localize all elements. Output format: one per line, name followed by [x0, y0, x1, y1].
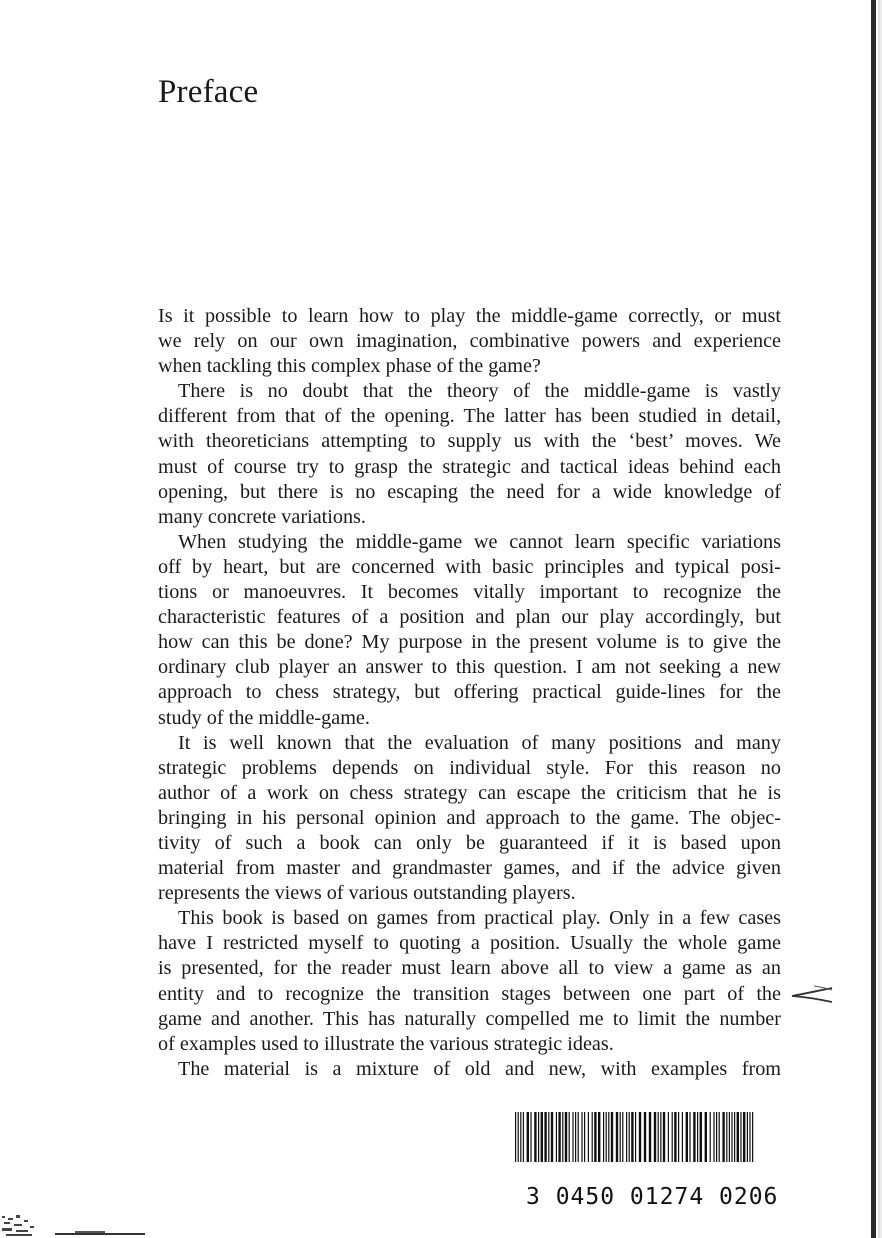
- barcode-bar: [575, 1112, 576, 1162]
- barcode-bar: [674, 1112, 676, 1162]
- preface-line: with theoreticians attempting to supply us with the ‘best’ moves. We: [158, 430, 781, 453]
- barcode-bar: [534, 1112, 536, 1162]
- barcode-bar: [713, 1112, 714, 1162]
- barcode-bar: [551, 1112, 553, 1162]
- barcode-bar: [697, 1112, 698, 1162]
- preface-line: author of a work on chess strategy can escape the criticism that he is: [158, 781, 781, 804]
- barcode-bar: [515, 1112, 516, 1162]
- preface-line: game and another. This has naturally compelled me to limit the number: [158, 1007, 781, 1030]
- barcode-bar: [678, 1112, 679, 1162]
- preface-line: opening, but there is no escaping the need for a wide knowledge of: [158, 480, 781, 503]
- barcode-bar: [523, 1112, 524, 1162]
- preface-line: ordinary club player an answer to this question. I am not seeking a new: [158, 656, 781, 679]
- barcode-bar: [686, 1112, 688, 1162]
- barcode-bar: [752, 1112, 753, 1162]
- barcode-bar: [572, 1112, 573, 1162]
- barcode-bar: [598, 1112, 600, 1162]
- barcode-bar: [565, 1112, 567, 1162]
- barcode-bar: [541, 1112, 543, 1162]
- preface-line: study of the middle-game.: [158, 706, 370, 729]
- barcode-bar: [663, 1112, 665, 1162]
- barcode-bar: [693, 1112, 695, 1162]
- barcode-bar: [658, 1112, 659, 1162]
- barcode-bar: [603, 1112, 604, 1162]
- preface-line: tivity of such a book can only be guaranteed if it is based upon: [158, 831, 781, 854]
- barcode-bar: [654, 1112, 656, 1162]
- barcode-number: 3 0450 01274 0206: [526, 1184, 779, 1210]
- barcode-bar: [620, 1112, 621, 1162]
- barcode-bar: [558, 1112, 560, 1162]
- preface-line: have I restricted myself to quoting a position. Usually the whole game: [158, 932, 781, 955]
- preface-body: [158, 304, 781, 1082]
- barcode-bar: [740, 1112, 741, 1162]
- preface-line: we rely on our own imagination, combinative powers and experience: [158, 330, 781, 353]
- barcode-bar: [581, 1112, 582, 1162]
- barcode-bar: [705, 1112, 707, 1162]
- preface-line: represents the views of various outstanding players.: [158, 882, 576, 905]
- barcode-bar: [594, 1112, 596, 1162]
- barcode-bar: [672, 1112, 673, 1162]
- margin-annotation-mark: [788, 984, 834, 1006]
- preface-line: When studying the middle-game we cannot learn specific variations: [178, 530, 781, 553]
- barcode-bar: [682, 1112, 683, 1162]
- barcode-bar: [726, 1112, 727, 1162]
- barcode-bar: [527, 1112, 529, 1162]
- barcode-bar: [644, 1112, 646, 1162]
- barcode-bar: [629, 1112, 630, 1162]
- barcode-bar: [660, 1112, 661, 1162]
- barcode-bar: [649, 1112, 651, 1162]
- barcode-bar: [722, 1112, 724, 1162]
- barcode-bar: [592, 1112, 593, 1162]
- barcode-bar: [588, 1112, 589, 1162]
- barcode-bar: [626, 1112, 627, 1162]
- preface-line: many concrete variations.: [158, 505, 366, 528]
- barcode-bar: [538, 1112, 539, 1162]
- preface-line: bringing in his personal opinion and approach to the game. The objec-: [158, 806, 781, 829]
- barcode-bar: [716, 1112, 717, 1162]
- preface-line: Is it possible to learn how to play the middle-game correctly, or must: [158, 305, 781, 327]
- barcode-bar: [611, 1112, 613, 1162]
- barcode-bar: [622, 1112, 623, 1162]
- scan-artifact: [0, 1212, 150, 1238]
- barcode-bar: [747, 1112, 748, 1162]
- preface-line: off by heart, but are concerned with basic principles and typical posi-: [158, 555, 781, 578]
- barcode-bar: [743, 1112, 745, 1162]
- page-edge-shadow: [878, 0, 882, 1238]
- preface-line: strategic problems depends on individual style. For this reason no: [158, 756, 781, 779]
- barcode-bar: [530, 1112, 531, 1162]
- barcode-bar: [700, 1112, 702, 1162]
- preface-line: approach to chess strategy, but offering practical guide-lines for the: [158, 681, 781, 704]
- preface-line: This book is based on games from practical play. Only in a few cases: [178, 907, 781, 930]
- barcode-bar: [584, 1112, 585, 1162]
- preface-line: The material is a mixture of old and new, with examples from: [178, 1057, 781, 1080]
- preface-line: tions or manoeuvres. It becomes vitally important to recognize the: [158, 581, 781, 604]
- barcode-bar: [520, 1112, 521, 1162]
- preface-line: There is no doubt that the theory of the middle-game is vastly: [178, 380, 781, 403]
- preface-line: is presented, for the reader must learn above all to view a game as an: [158, 957, 781, 980]
- preface-line: when tackling this complex phase of the game?: [158, 355, 541, 378]
- barcode-bar: [616, 1112, 618, 1162]
- preface-line: different from that of the opening. The latter has been studied in detail,: [158, 405, 781, 428]
- preface-line: of examples used to illustrate the various strategic ideas.: [158, 1032, 614, 1055]
- library-barcode: [515, 1112, 755, 1162]
- barcode-bar: [639, 1112, 641, 1162]
- barcode-bar: [608, 1112, 609, 1162]
- barcode-bar: [518, 1112, 519, 1162]
- barcode-bar: [668, 1112, 669, 1162]
- page-title: Preface: [158, 74, 259, 110]
- barcode-bar: [729, 1112, 730, 1162]
- barcode-bar: [689, 1112, 690, 1162]
- page-edge-binding: [871, 0, 876, 1238]
- preface-line: how can this be done? My purpose in the present volume is to give the: [158, 631, 781, 654]
- preface-line: material from master and grandmaster games, and if the advice given: [158, 857, 781, 880]
- preface-line: It is well known that the evaluation of many positions and many: [178, 731, 781, 754]
- barcode-bar: [635, 1112, 636, 1162]
- barcode-bar: [548, 1112, 549, 1162]
- preface-line: entity and to recognize the transition stages between one part of the: [158, 982, 781, 1005]
- barcode-bar: [731, 1112, 732, 1162]
- barcode-bar: [737, 1112, 739, 1162]
- barcode-bar: [734, 1112, 735, 1162]
- barcode-bar: [562, 1112, 563, 1162]
- barcode-bar: [710, 1112, 711, 1162]
- barcode-bar: [719, 1112, 720, 1162]
- barcode-bar: [631, 1112, 633, 1162]
- preface-line: characteristic features of a position and plan our play accordingly, but: [158, 606, 781, 629]
- barcode-bar: [544, 1112, 546, 1162]
- barcode-bar: [749, 1112, 750, 1162]
- preface-line: must of course try to grasp the strategic and tactical ideas behind each: [158, 455, 781, 478]
- barcode-bar: [606, 1112, 607, 1162]
- barcode-bar: [569, 1112, 570, 1162]
- barcode-bar: [578, 1112, 579, 1162]
- barcode-bar: [556, 1112, 557, 1162]
